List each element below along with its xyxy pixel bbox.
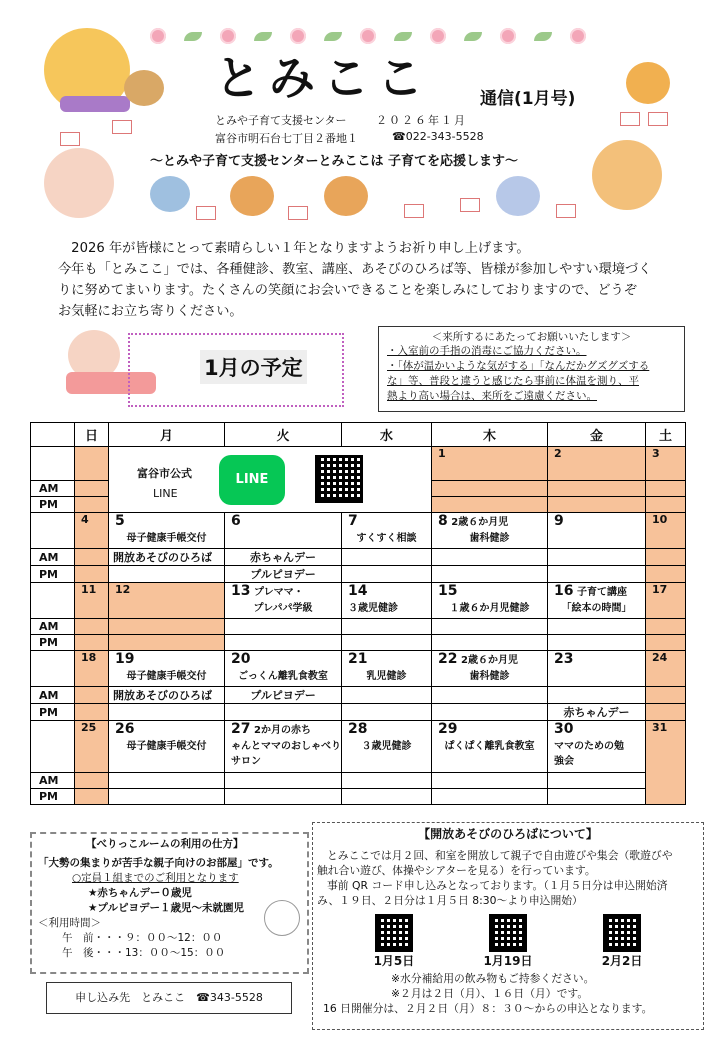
day-cell — [225, 513, 342, 549]
berry-line: ○定員１組までのご利用となります — [72, 872, 239, 884]
event-label: 子育て講座 — [576, 587, 627, 598]
event-label: 2か月の赤ち — [253, 725, 311, 736]
pm-cell — [548, 789, 646, 805]
card-icon — [288, 206, 308, 220]
am-label: AM — [31, 549, 75, 566]
card-icon — [404, 204, 424, 218]
play-area-box — [312, 822, 704, 1030]
qr-code[interactable] — [603, 914, 641, 952]
pm-cell — [432, 704, 548, 721]
center-address: 富谷市明石台七丁目２番地１ — [215, 132, 358, 145]
pm-cell — [225, 789, 342, 805]
event-label: ぱくぱく離乳食教室 — [444, 741, 535, 752]
day-cell: 12 — [109, 583, 225, 619]
line-qr-code[interactable] — [315, 455, 363, 503]
event-label: ３歳児健診 — [361, 741, 412, 752]
tiger-illustration — [626, 62, 670, 104]
berry-line: ★赤ちゃんデー０歳児 — [88, 887, 192, 899]
am-cell — [646, 549, 686, 566]
card-icon — [648, 112, 668, 126]
pm-cell — [548, 497, 646, 513]
pm-cell — [646, 566, 686, 583]
qr-block — [602, 914, 643, 969]
leaf-icon — [324, 32, 342, 41]
day-cell — [109, 721, 225, 773]
cat-illustration — [592, 140, 662, 210]
qr-code[interactable] — [489, 914, 527, 952]
am-row — [31, 773, 686, 789]
am-cell: プルピヨデー — [225, 687, 342, 704]
pm-row — [31, 566, 686, 583]
leaf-icon — [254, 32, 272, 41]
am-cell: 開放あそびのひろば — [109, 549, 225, 566]
day-number: 29 — [438, 721, 458, 737]
am-cell — [75, 773, 109, 789]
row-label — [31, 651, 75, 687]
event-label: 2歳６か月児 — [460, 655, 518, 666]
pm-cell — [109, 635, 225, 651]
am-cell — [109, 773, 225, 789]
row-label — [31, 447, 75, 481]
weekday-tue: 火 — [225, 423, 342, 447]
am-label: AM — [31, 481, 75, 497]
day-number: 19 — [115, 651, 135, 667]
am-cell — [75, 549, 109, 566]
day-cell: 17 — [646, 583, 686, 619]
row-label — [31, 513, 75, 549]
am-cell: 開放あそびのひろば — [109, 687, 225, 704]
berry-line: 「大勢の集まりが苦手な親子向けのお部屋」です。 — [38, 857, 279, 869]
issue-date: ２０２６年１月 — [376, 114, 467, 127]
greeting-line: お気軽にお立ち寄りください。 — [58, 304, 243, 319]
event-label: 強会 — [554, 756, 574, 767]
event-label: 「絵本の時間」 — [561, 603, 632, 614]
day-cell — [432, 721, 548, 773]
rabbit-illustration — [44, 148, 114, 218]
pm-cell: 赤ちゃんデー — [548, 704, 646, 721]
pm-cell — [75, 497, 109, 513]
am-cell — [75, 481, 109, 497]
flower-icon — [150, 28, 166, 44]
am-cell — [432, 687, 548, 704]
pm-cell — [548, 566, 646, 583]
weekday-sun: 日 — [75, 423, 109, 447]
center-tel: ☎022-343-5528 — [392, 130, 484, 143]
pm-cell — [75, 566, 109, 583]
am-cell — [342, 549, 432, 566]
event-label: 母子健康手帳交付 — [126, 671, 207, 682]
day-number: 8 — [438, 513, 448, 529]
greeting-line: 今年も「とみここ」では、各種健診、教室、講座、あそびのひろば等、皆様が参加しやすい環境づく — [58, 262, 652, 277]
day-number: 20 — [231, 651, 251, 667]
issue-label: 通信(1月号) — [480, 89, 576, 109]
week-row — [31, 513, 686, 549]
qr-block — [374, 914, 415, 969]
event-label: サロン — [231, 756, 261, 767]
pm-cell — [225, 704, 342, 721]
week-row — [31, 651, 686, 687]
notice-line: 熱より高い場合は、来所をご遠慮ください。 — [387, 390, 597, 402]
pm-cell — [432, 789, 548, 805]
day-cell — [342, 651, 432, 687]
day-cell — [75, 447, 109, 481]
notice-box — [378, 326, 685, 412]
play-line: 事前 QR コード申し込みとなっております。（１月５日分は申込開始済 — [327, 879, 668, 892]
play-title: 【開放あそびのひろばについて】 — [418, 827, 598, 841]
monkey-illustration — [324, 176, 368, 216]
event-label: 母子健康手帳交付 — [126, 533, 207, 544]
am-cell — [432, 773, 548, 789]
greeting-text — [58, 238, 670, 322]
am-cell — [646, 687, 686, 704]
am-cell — [342, 687, 432, 704]
mouse-illustration — [496, 176, 540, 216]
day-cell: 4 — [75, 513, 109, 549]
event-label: ママのための勉 — [554, 741, 624, 752]
berry-line: 午 後・・・13：００～15：００ — [62, 947, 226, 959]
calendar-table — [30, 422, 686, 805]
am-cell — [548, 549, 646, 566]
event-label: 歯科健診 — [469, 533, 510, 544]
day-number: 21 — [348, 651, 368, 667]
event-label: ３歳児健診 — [348, 603, 398, 614]
weekday-wed: 水 — [342, 423, 432, 447]
event-label: ごっくん離乳食教室 — [238, 671, 328, 682]
day-cell — [342, 583, 432, 619]
pm-label: PM — [31, 497, 75, 513]
monkey-illustration — [230, 176, 274, 216]
pm-cell — [109, 704, 225, 721]
day-cell — [225, 651, 342, 687]
day-number: 30 — [554, 721, 574, 737]
pm-cell — [432, 635, 548, 651]
am-cell — [646, 481, 686, 497]
week-row — [31, 721, 686, 773]
day-cell: 2 — [548, 447, 646, 481]
day-cell — [225, 583, 342, 619]
event-label: 母子健康手帳交付 — [126, 741, 207, 752]
day-cell — [548, 721, 646, 773]
flower-icon — [430, 28, 446, 44]
monkey-illustration — [124, 70, 164, 106]
leaf-icon — [464, 32, 482, 41]
card-icon — [556, 204, 576, 218]
play-line: 16 日開催分は、２月２日（月）８：３０～からの申込となります。 — [323, 1002, 653, 1015]
newsletter-title: とみここ — [215, 51, 431, 105]
notice-line: ・「体が温かいような気がする」「なんだかグズグズする — [387, 360, 650, 372]
event-label: プレママ・ — [253, 587, 304, 598]
day-number: 28 — [348, 721, 368, 737]
event-label: 乳児健診 — [366, 671, 407, 682]
greeting-line: 2026 年が皆様にとって素晴らしい１年となりますようお祈り申し上げます。 — [58, 241, 530, 256]
pm-label: PM — [31, 635, 75, 651]
pm-row — [31, 635, 686, 651]
qr-block — [483, 914, 532, 969]
line-label-2: LINE — [153, 487, 178, 500]
day-number: 14 — [348, 583, 368, 599]
card-icon — [112, 120, 132, 134]
day-cell — [432, 583, 548, 619]
day-cell: 10 — [646, 513, 686, 549]
day-number: 5 — [115, 513, 125, 529]
pm-label: PM — [31, 789, 75, 805]
berry-line: ＜利用時間＞ — [38, 917, 101, 929]
am-cell — [225, 773, 342, 789]
day-cell — [109, 651, 225, 687]
notice-line: な」等、普段と違うと感じたら事前に体温を測り、平 — [387, 375, 639, 387]
pm-label: PM — [31, 566, 75, 583]
pm-cell — [109, 789, 225, 805]
pm-cell — [342, 566, 432, 583]
pm-cell — [432, 497, 548, 513]
am-cell: 赤ちゃんデー — [225, 549, 342, 566]
pm-cell — [646, 635, 686, 651]
event-label: 歯科健診 — [469, 671, 510, 682]
qr-date: 1月19日 — [483, 954, 533, 968]
am-cell — [548, 773, 646, 789]
day-cell: 11 — [75, 583, 109, 619]
day-cell: 25 — [75, 721, 109, 773]
elephant-illustration — [150, 176, 190, 212]
qr-code[interactable] — [375, 914, 413, 952]
day-cell — [342, 513, 432, 549]
am-label: AM — [31, 687, 75, 704]
pm-cell — [646, 704, 686, 721]
card-icon — [60, 132, 80, 146]
am-cell — [432, 549, 548, 566]
day-number: 23 — [554, 651, 574, 667]
greeting-line: りに努めてまいります。たくさんの笑顔にお会いできることを楽しみにしておりますので、どうぞ — [58, 283, 637, 298]
am-cell — [75, 619, 109, 635]
schedule-heading: 1月の予定 — [200, 350, 307, 384]
qr-date: 1月5日 — [373, 954, 415, 968]
pm-cell — [548, 635, 646, 651]
day-number: 15 — [438, 583, 458, 599]
pm-row — [31, 789, 686, 805]
leaf-icon — [394, 32, 412, 41]
day-cell — [225, 721, 342, 773]
leaf-icon — [534, 32, 552, 41]
am-cell — [548, 619, 646, 635]
day-cell: 31 — [646, 721, 686, 805]
am-label: AM — [31, 619, 75, 635]
berry-title: 【べりっこルームの利用の仕方】 — [86, 838, 244, 850]
weekday-header — [31, 423, 686, 447]
day-number: 16 — [554, 583, 574, 599]
pm-cell: プルピヨデー — [225, 566, 342, 583]
weekday-thu: 木 — [432, 423, 548, 447]
pm-cell — [75, 704, 109, 721]
flower-icon — [500, 28, 516, 44]
pm-label: PM — [31, 704, 75, 721]
pm-row — [31, 704, 686, 721]
day-number: 13 — [231, 583, 251, 599]
event-label: プレパパ学級 — [253, 603, 313, 614]
weekday-mon: 月 — [109, 423, 225, 447]
play-line: ※２月は２日（月）、１６日（月）です。 — [391, 987, 589, 1000]
notice-line: ・入室前の手指の消毒にご協力ください。 — [387, 345, 587, 357]
am-cell — [342, 619, 432, 635]
event-label: ゃんとママのおしゃべり — [231, 741, 341, 752]
line-logo[interactable]: LINE — [219, 455, 285, 505]
notice-heading: ＜来所するにあたってお願いいたします＞ — [431, 331, 632, 343]
day-number: 9 — [554, 513, 564, 529]
day-cell: 24 — [646, 651, 686, 687]
pm-cell — [646, 497, 686, 513]
play-line: とみここでは月２回、和室を開放して親子で自由遊びや集会（歌遊びや — [327, 849, 673, 862]
day-cell — [432, 651, 548, 687]
cushion-illustration — [60, 96, 130, 112]
day-number: 22 — [438, 651, 458, 667]
play-line: 触れ合い遊び、体操やシアターを見る）を行っています。 — [317, 864, 596, 877]
children-illustration — [264, 900, 300, 936]
line-promo-cell — [109, 447, 432, 513]
pm-cell — [225, 635, 342, 651]
day-cell — [109, 513, 225, 549]
day-cell — [548, 513, 646, 549]
qr-date: 2月2日 — [601, 954, 643, 968]
am-cell — [548, 687, 646, 704]
pm-cell — [75, 789, 109, 805]
weekday-sat: 土 — [646, 423, 686, 447]
am-cell — [548, 481, 646, 497]
leaf-icon — [184, 32, 202, 41]
pm-cell — [342, 789, 432, 805]
day-cell: 3 — [646, 447, 686, 481]
am-cell — [109, 619, 225, 635]
event-label: すくすく相談 — [356, 533, 417, 544]
event-label: １歳６か月児健診 — [449, 603, 530, 614]
pm-cell — [432, 566, 548, 583]
day-cell — [548, 583, 646, 619]
berry-room-box — [30, 832, 309, 974]
day-number: 6 — [231, 513, 241, 529]
day-cell — [432, 513, 548, 549]
am-cell — [432, 619, 548, 635]
am-label: AM — [31, 773, 75, 789]
day-number: 26 — [115, 721, 135, 737]
card-icon — [620, 112, 640, 126]
line-label: 富谷市公式 — [137, 467, 192, 480]
blank-header — [31, 423, 75, 447]
card-icon — [196, 206, 216, 220]
pm-cell — [75, 635, 109, 651]
play-line: ※水分補給用の飲み物もご持参ください。 — [391, 972, 595, 985]
weekday-fri: 金 — [548, 423, 646, 447]
am-row — [31, 687, 686, 704]
berry-line: 午 前・・・９：００～12：００ — [62, 932, 223, 944]
am-row — [31, 619, 686, 635]
day-cell: 1 — [432, 447, 548, 481]
day-number: 27 — [231, 721, 251, 737]
event-label: 2歳６か月児 — [451, 517, 509, 528]
am-row — [31, 549, 686, 566]
day-number: 7 — [348, 513, 358, 529]
flower-icon — [570, 28, 586, 44]
slogan: ～とみや子育て支援センターとみここは 子育てを応援します～ — [150, 154, 519, 169]
pm-cell — [109, 566, 225, 583]
am-cell — [342, 773, 432, 789]
berry-line: ★プルピヨデー１歳児～未就園児 — [88, 902, 244, 914]
week-row — [31, 447, 686, 481]
pm-cell — [342, 704, 432, 721]
am-cell — [75, 687, 109, 704]
am-cell — [432, 481, 548, 497]
card-icon — [460, 198, 480, 212]
play-line: み、１９日、２日分は１月５日 8:30～より申込開始） — [317, 894, 583, 907]
row-label — [31, 583, 75, 619]
apply-contact: 申し込み先 とみここ ☎343-5528 — [46, 982, 292, 1014]
center-name: とみや子育て支援センター — [215, 114, 347, 127]
day-cell — [342, 721, 432, 773]
pm-cell — [342, 635, 432, 651]
am-cell — [225, 619, 342, 635]
week-row — [31, 583, 686, 619]
am-cell — [646, 619, 686, 635]
day-cell — [548, 651, 646, 687]
day-cell: 18 — [75, 651, 109, 687]
row-label — [31, 721, 75, 773]
